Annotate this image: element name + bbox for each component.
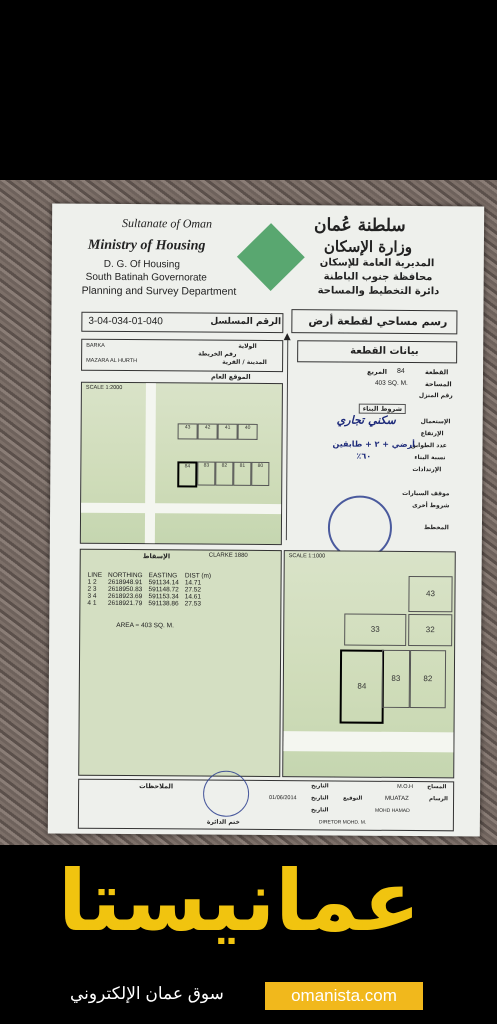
cell: 2618921.79 — [107, 599, 143, 608]
survey-document — [48, 203, 484, 836]
setbacks-label-ar: الإرتدادات — [412, 466, 442, 474]
wilayat-value: BARKA — [86, 342, 105, 349]
detail-plot: 33 — [344, 614, 406, 646]
serial-label-ar: الرقم المسلسل — [210, 316, 282, 328]
height-label-ar: الإرتفاع — [420, 430, 444, 438]
house-no-label-ar: رقم المنزل — [418, 392, 453, 400]
detail-plot: 43 — [408, 576, 452, 612]
dg-ar: المديرية العامة للإسكان — [319, 257, 435, 270]
site-plot: 42 — [198, 424, 218, 440]
detail-plot: 82 — [410, 650, 446, 708]
cell: 2618923.69 — [107, 592, 143, 601]
ratio-label-ar: نسبة البناء — [414, 454, 446, 462]
omanista-logo: عمانيستا — [58, 852, 421, 950]
area-total: AREA = 403 SQ. M. — [116, 621, 174, 630]
cell: 27.53 — [184, 600, 201, 608]
cell: 2 3 — [87, 585, 97, 593]
cell: 14.71 — [184, 579, 202, 587]
date-label-ar-3: التاريخ — [310, 807, 329, 814]
title-box — [291, 309, 457, 334]
other-label-ar: شروط أخرى — [412, 502, 450, 510]
notes-label-ar: الملاحظات — [139, 782, 174, 791]
block-label-ar: المربع — [367, 367, 388, 376]
sultanate-en: Sultanate of Oman — [122, 215, 213, 231]
plot-data-header — [297, 340, 457, 363]
serial-number: 3-04-034-01-040 — [88, 315, 163, 328]
drawer-value: MUATAZ — [385, 795, 409, 803]
site-plot: 40 — [238, 424, 258, 440]
sign-label-ar: التوقيع — [343, 795, 363, 802]
scale-left: SCALE 1:2000 — [85, 384, 123, 391]
drawer-label-ar: الرسام — [429, 796, 448, 803]
projection-value: CLARKE 1880 — [208, 552, 248, 559]
projection-label-ar: الإسقاط — [142, 552, 171, 561]
detail-plot-map — [282, 550, 456, 778]
plot-label-ar: القطعة — [425, 368, 449, 377]
ministry-ar: وزارة الإسكان — [323, 237, 413, 257]
coordinates-table — [84, 572, 214, 608]
col-header: EASTING — [148, 572, 178, 580]
dg-en: D. G. Of Housing — [103, 258, 180, 271]
use-label-ar: الإستعمال — [420, 418, 451, 426]
cell: 591134.14 — [148, 579, 179, 587]
north-arrow-icon: ▲ — [281, 329, 294, 344]
cell: 1 2 — [87, 578, 97, 586]
site-plot-highlight: 84 — [177, 461, 197, 487]
site-plot: 81 — [233, 462, 251, 486]
stamp-label-ar: ختم الدائرة — [206, 818, 240, 826]
site-plot: 83 — [197, 462, 215, 486]
cell: 4 1 — [87, 599, 97, 607]
site-location-map — [80, 382, 283, 545]
north-arrow-line — [286, 340, 288, 540]
col-header: LINE — [87, 571, 103, 579]
checker-value: MOHD HAMAD — [374, 807, 410, 815]
detail-plot: 83 — [382, 650, 410, 708]
cell: 591153.34 — [148, 593, 179, 601]
survey-value: M.O.H — [397, 783, 414, 791]
wilayat-label-ar: الولاية — [238, 342, 257, 350]
omanista-slogan: سوق عمان الإلكتروني — [70, 984, 224, 1003]
top-black-bar — [0, 0, 497, 180]
location-box — [81, 339, 283, 372]
cell: 591148.72 — [148, 586, 179, 594]
general-location-ar: الموقع العام — [210, 372, 251, 381]
survey-label-ar: المساح — [427, 784, 447, 791]
date-label-ar-1: التاريخ — [311, 783, 329, 790]
department-en: Planning and Survey Department — [81, 284, 237, 298]
conditions-label-ar: شروط البناء — [359, 404, 406, 414]
parking-label-ar: موقف السيارات — [402, 489, 450, 498]
site-plot: 41 — [218, 424, 238, 440]
area-label-ar: المساحة — [424, 380, 452, 389]
site-plot: 82 — [215, 462, 233, 486]
cell: 14.61 — [184, 593, 202, 601]
floors-handwritten: أرضي + ٢ + طابقين — [332, 439, 415, 450]
plan-label-ar: المخطط — [423, 524, 449, 532]
cell: 27.52 — [184, 586, 202, 594]
department-stamp-icon — [203, 771, 249, 817]
cell: 591138.86 — [148, 600, 179, 608]
scale-right: SCALE 1:1000 — [288, 553, 326, 560]
ministry-emblem-icon — [237, 223, 305, 291]
cell: 2618950.83 — [107, 585, 143, 594]
map-no-label-ar: رقم الخريطة — [198, 350, 237, 358]
col-header: DIST (m) — [184, 572, 212, 580]
site-plot: 43 — [178, 423, 198, 439]
col-header: NORTHING — [108, 571, 143, 580]
director-value: DIRETOR MOHD. M. — [318, 819, 367, 826]
plot-data-label-ar: بيانات القطعة — [350, 345, 419, 358]
site-plot: 80 — [251, 462, 269, 486]
cell: 3 4 — [87, 592, 97, 600]
date-label-ar-2: التاريخ — [311, 795, 329, 802]
footer-signatures — [78, 779, 454, 832]
serial-box — [81, 312, 283, 333]
date-value: 01/06/2014 — [269, 795, 297, 802]
plot-number: 84 — [397, 367, 405, 375]
department-ar: دائرة التخطيط والمساحة — [317, 285, 440, 298]
cell: 2618948.91 — [107, 578, 143, 587]
drawing-title-ar: رسم مساحي لقطعة أرض — [308, 314, 448, 329]
floors-label-ar: عدد الطوابق — [410, 442, 447, 450]
coordinates-panel — [78, 549, 282, 777]
governorate-en: South Batinah Governorate — [85, 271, 207, 284]
ministry-en: Ministry of Housing — [87, 237, 206, 254]
use-handwritten: سكني تجاري — [336, 413, 396, 427]
omanista-url-link[interactable]: omanista.com — [265, 982, 423, 1010]
detail-plot-highlight: 84 — [340, 650, 385, 724]
governorate-ar: محافظة جنوب الباطنة — [323, 271, 433, 284]
detail-plot: 32 — [408, 614, 452, 646]
village-label-ar: المدينة / القرية — [222, 358, 267, 367]
area-sqm: 403 SQ. M. — [374, 379, 408, 387]
sultanate-ar: سلطنة عُمان — [313, 215, 406, 236]
ratio-handwritten: ٦٠٪ — [356, 451, 372, 461]
table-row — [84, 600, 214, 608]
area-value: MAZARA AL HURTH — [86, 357, 138, 365]
